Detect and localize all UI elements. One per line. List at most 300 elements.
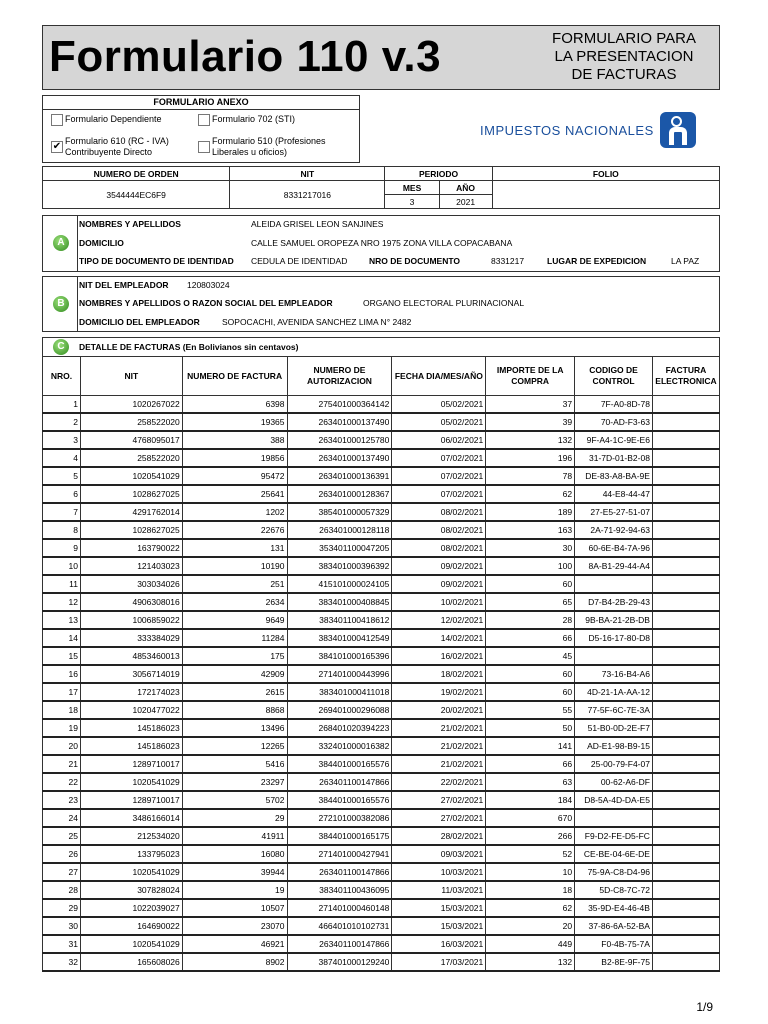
- cell-fecha: 11/03/2021: [392, 881, 486, 899]
- section-c-title: DETALLE DE FACTURAS (En Bolivianos sin centavos): [79, 342, 299, 352]
- cell-factura-electronica: [652, 611, 719, 629]
- cell-factura-electronica: [652, 809, 719, 827]
- checkbox-box[interactable]: [51, 114, 63, 126]
- cell-nro: 31: [43, 935, 81, 953]
- table-row: [43, 431, 720, 449]
- cell-codigo-control: 25-00-79-F4-07: [575, 755, 653, 773]
- cell-fecha: 21/02/2021: [392, 719, 486, 737]
- cell-nro: 8: [43, 521, 81, 539]
- cell-fecha: 21/02/2021: [392, 755, 486, 773]
- cell-numero-autorizacion: 383401100418612: [287, 611, 392, 629]
- cell-fecha: 19/02/2021: [392, 683, 486, 701]
- table-row: [43, 701, 720, 719]
- cell-codigo-control: 44-E8-44-47: [575, 485, 653, 503]
- cell-codigo-control: [575, 647, 653, 665]
- cell-codigo-control: D5-16-17-80-D8: [575, 629, 653, 647]
- cell-nro: 4: [43, 449, 81, 467]
- table-row: [43, 485, 720, 503]
- cell-importe: 10: [486, 863, 575, 881]
- cell-fecha: 15/03/2021: [392, 899, 486, 917]
- cell-fecha: 20/02/2021: [392, 701, 486, 719]
- cell-fecha: 12/02/2021: [392, 611, 486, 629]
- cell-nro: 13: [43, 611, 81, 629]
- cell-importe: 163: [486, 521, 575, 539]
- col-factura-electronica: FACTURA ELECTRONICA: [652, 357, 719, 396]
- label-nombres: NOMBRES Y APELLIDOS: [79, 219, 181, 229]
- cell-numero-factura: 9649: [182, 611, 287, 629]
- cell-factura-electronica: [652, 485, 719, 503]
- cell-numero-factura: 16080: [182, 845, 287, 863]
- cell-fecha: 09/02/2021: [392, 575, 486, 593]
- cell-factura-electronica: [652, 917, 719, 935]
- cell-fecha: 15/03/2021: [392, 917, 486, 935]
- cell-factura-electronica: [652, 557, 719, 575]
- anexo-title: FORMULARIO ANEXO: [43, 96, 359, 110]
- cell-nit: 1028627025: [80, 485, 182, 503]
- cell-numero-autorizacion: 263401100147866: [287, 863, 392, 881]
- cell-codigo-control: 51-B0-0D-2E-F7: [575, 719, 653, 737]
- cell-codigo-control: 31-7D-01-B2-08: [575, 449, 653, 467]
- section-c-badge: C: [53, 339, 69, 355]
- cell-importe: 184: [486, 791, 575, 809]
- numero-orden-value: 3544444EC6F9: [43, 181, 230, 209]
- impuestos-logo-icon: [660, 112, 696, 148]
- check-icon[interactable]: ✔: [52, 141, 62, 152]
- cell-fecha: 14/02/2021: [392, 629, 486, 647]
- cell-numero-factura: 2634: [182, 593, 287, 611]
- cell-codigo-control: 4D-21-1A-AA-12: [575, 683, 653, 701]
- cell-nit: 1020541029: [80, 773, 182, 791]
- label-domicilio-empleador: DOMICILIO DEL EMPLEADOR: [79, 317, 200, 327]
- cell-fecha: 22/02/2021: [392, 773, 486, 791]
- cell-codigo-control: 00-62-A6-DF: [575, 773, 653, 791]
- nombres-value: ALEIDA GRISEL LEON SANJINES: [251, 219, 384, 229]
- cell-codigo-control: 75-9A-C8-D4-96: [575, 863, 653, 881]
- cell-numero-autorizacion: 466401010102731: [287, 917, 392, 935]
- cell-numero-autorizacion: 387401000129240: [287, 953, 392, 971]
- cell-numero-factura: 175: [182, 647, 287, 665]
- table-row: [43, 449, 720, 467]
- cell-nit: 258522020: [80, 413, 182, 431]
- logo-text: IMPUESTOS NACIONALES: [480, 122, 654, 138]
- cell-nit: 163790022: [80, 539, 182, 557]
- label-lugar-expedicion: LUGAR DE EXPEDICION: [547, 256, 647, 266]
- section-a-contribuyente: [42, 215, 720, 272]
- header-mes: MES: [385, 181, 439, 195]
- table-row: [43, 863, 720, 881]
- cell-numero-autorizacion: 263401000137490: [287, 449, 392, 467]
- table-row: [43, 737, 720, 755]
- cell-codigo-control: 7F-A0-8D-78: [575, 396, 653, 414]
- orden-table: [42, 166, 720, 209]
- cell-fecha: 09/02/2021: [392, 557, 486, 575]
- cell-nro: 2: [43, 413, 81, 431]
- table-row: [43, 791, 720, 809]
- cell-fecha: 27/02/2021: [392, 809, 486, 827]
- cell-fecha: 06/02/2021: [392, 431, 486, 449]
- cell-codigo-control: 35-9D-E4-46-4B: [575, 899, 653, 917]
- checkbox-label: Formulario Dependiente: [65, 114, 162, 124]
- nit-value: 8331217016: [230, 181, 385, 209]
- cell-nro: 23: [43, 791, 81, 809]
- cell-numero-autorizacion: 275401000364142: [287, 396, 392, 414]
- cell-nro: 14: [43, 629, 81, 647]
- col-numero-autorizacion: NUMERO DE AUTORIZACION: [287, 357, 392, 396]
- cell-factura-electronica: [652, 431, 719, 449]
- cell-fecha: 09/03/2021: [392, 845, 486, 863]
- section-a-badge: A: [53, 235, 69, 251]
- cell-nro: 9: [43, 539, 81, 557]
- label-nro-documento: NRO DE DOCUMENTO: [369, 256, 460, 266]
- table-row: [43, 396, 720, 414]
- mes-value: 3: [385, 195, 439, 209]
- cell-numero-autorizacion: 384401000165576: [287, 791, 392, 809]
- cell-factura-electronica: [652, 629, 719, 647]
- cell-factura-electronica: [652, 647, 719, 665]
- table-row: [43, 917, 720, 935]
- cell-factura-electronica: [652, 935, 719, 953]
- cell-importe: 266: [486, 827, 575, 845]
- cell-importe: 196: [486, 449, 575, 467]
- cell-importe: 50: [486, 719, 575, 737]
- cell-numero-autorizacion: 272101000382086: [287, 809, 392, 827]
- cell-importe: 37: [486, 396, 575, 414]
- cell-nit: 121403023: [80, 557, 182, 575]
- cell-nit: 1020541029: [80, 467, 182, 485]
- cell-fecha: 16/02/2021: [392, 647, 486, 665]
- cell-importe: 28: [486, 611, 575, 629]
- cell-codigo-control: 9F-A4-1C-9E-E6: [575, 431, 653, 449]
- cell-nit: 1006859022: [80, 611, 182, 629]
- cell-factura-electronica: [652, 467, 719, 485]
- cell-numero-autorizacion: 263401000136391: [287, 467, 392, 485]
- cell-nit: 3056714019: [80, 665, 182, 683]
- cell-nit: 4291762014: [80, 503, 182, 521]
- cell-factura-electronica: [652, 396, 719, 414]
- cell-numero-factura: 19856: [182, 449, 287, 467]
- cell-codigo-control: 27-E5-27-51-07: [575, 503, 653, 521]
- table-row: [43, 827, 720, 845]
- cell-nit: 1020267022: [80, 396, 182, 414]
- cell-fecha: 28/02/2021: [392, 827, 486, 845]
- cell-numero-autorizacion: 263401000125780: [287, 431, 392, 449]
- anio-value: 2021: [439, 195, 492, 209]
- cell-nro: 16: [43, 665, 81, 683]
- cell-nit: 3486166014: [80, 809, 182, 827]
- cell-importe: 670: [486, 809, 575, 827]
- cell-importe: 62: [486, 899, 575, 917]
- cell-fecha: 08/02/2021: [392, 521, 486, 539]
- cell-nro: 20: [43, 737, 81, 755]
- cell-nit: 133795023: [80, 845, 182, 863]
- table-row: [43, 575, 720, 593]
- domicilio-empleador-value: SOPOCACHI, AVENIDA SANCHEZ LIMA N° 2482: [222, 317, 412, 327]
- cell-nro: 24: [43, 809, 81, 827]
- cell-numero-autorizacion: 263401000128118: [287, 521, 392, 539]
- table-row: [43, 683, 720, 701]
- table-row: [43, 935, 720, 953]
- cell-fecha: 08/02/2021: [392, 539, 486, 557]
- cell-codigo-control: B2-8E-9F-75: [575, 953, 653, 971]
- cell-numero-autorizacion: 332401000016382: [287, 737, 392, 755]
- cell-factura-electronica: [652, 863, 719, 881]
- header-nit: NIT: [230, 167, 385, 181]
- cell-numero-autorizacion: 383401000412549: [287, 629, 392, 647]
- cell-nit: 1020541029: [80, 935, 182, 953]
- table-row: [43, 557, 720, 575]
- col-nro: NRO.: [43, 357, 81, 396]
- cell-codigo-control: 73-16-B4-A6: [575, 665, 653, 683]
- cell-importe: 60: [486, 665, 575, 683]
- cell-factura-electronica: [652, 755, 719, 773]
- cell-codigo-control: 60-6E-B4-7A-96: [575, 539, 653, 557]
- cell-importe: 63: [486, 773, 575, 791]
- checkbox-formulario-610[interactable]: [51, 136, 191, 158]
- cell-numero-factura: 13496: [182, 719, 287, 737]
- cell-nro: 18: [43, 701, 81, 719]
- cell-factura-electronica: [652, 881, 719, 899]
- cell-codigo-control: CE-BE-04-6E-DE: [575, 845, 653, 863]
- cell-factura-electronica: [652, 413, 719, 431]
- table-row: [43, 413, 720, 431]
- lugar-expedicion-value: LA PAZ: [671, 256, 700, 266]
- table-row: [43, 845, 720, 863]
- nro-documento-value: 8331217: [491, 256, 525, 266]
- cell-fecha: 10/03/2021: [392, 863, 486, 881]
- cell-nro: 28: [43, 881, 81, 899]
- cell-importe: 66: [486, 755, 575, 773]
- cell-numero-autorizacion: 271401000427941: [287, 845, 392, 863]
- cell-factura-electronica: [652, 827, 719, 845]
- cell-numero-factura: 39944: [182, 863, 287, 881]
- cell-numero-autorizacion: 384401000165576: [287, 755, 392, 773]
- checkbox-formulario-702[interactable]: [198, 114, 295, 126]
- section-c-caption: [43, 338, 720, 357]
- checkbox-label: Formulario 702 (STI): [212, 114, 296, 124]
- table-row: [43, 773, 720, 791]
- cell-numero-factura: 95472: [182, 467, 287, 485]
- cell-importe: 141: [486, 737, 575, 755]
- cell-numero-factura: 10507: [182, 899, 287, 917]
- cell-fecha: 07/02/2021: [392, 449, 486, 467]
- form-title: Formulario 110 v.3: [49, 32, 442, 81]
- col-numero-factura: NUMERO DE FACTURA: [182, 357, 287, 396]
- checkbox-formulario-510[interactable]: [198, 136, 348, 158]
- cell-codigo-control: F9-D2-FE-D5-FC: [575, 827, 653, 845]
- table-row: [43, 647, 720, 665]
- cell-nit: 4768095017: [80, 431, 182, 449]
- cell-nro: 26: [43, 845, 81, 863]
- cell-nro: 3: [43, 431, 81, 449]
- cell-factura-electronica: [652, 683, 719, 701]
- cell-fecha: 08/02/2021: [392, 503, 486, 521]
- table-row: [43, 665, 720, 683]
- cell-fecha: 21/02/2021: [392, 737, 486, 755]
- cell-fecha: 17/03/2021: [392, 953, 486, 971]
- cell-nit: 303034026: [80, 575, 182, 593]
- checkbox-box[interactable]: [198, 114, 210, 126]
- cell-factura-electronica: [652, 503, 719, 521]
- label-nit-empleador: NIT DEL EMPLEADOR: [79, 280, 169, 290]
- cell-numero-factura: 5416: [182, 755, 287, 773]
- cell-importe: 62: [486, 485, 575, 503]
- cell-factura-electronica: [652, 521, 719, 539]
- table-row: [43, 953, 720, 971]
- cell-codigo-control: 8A-B1-29-44-A4: [575, 557, 653, 575]
- cell-nro: 27: [43, 863, 81, 881]
- cell-codigo-control: 9B-BA-21-2B-DB: [575, 611, 653, 629]
- col-nit: NIT: [80, 357, 182, 396]
- cell-nro: 32: [43, 953, 81, 971]
- cell-nro: 6: [43, 485, 81, 503]
- cell-numero-autorizacion: 263401100147866: [287, 935, 392, 953]
- cell-numero-factura: 23070: [182, 917, 287, 935]
- col-codigo-control: CODIGO DE CONTROL: [575, 357, 653, 396]
- cell-nro: 5: [43, 467, 81, 485]
- cell-codigo-control: 37-86-6A-52-BA: [575, 917, 653, 935]
- cell-importe: 39: [486, 413, 575, 431]
- cell-nit: 1022039027: [80, 899, 182, 917]
- cell-nit: 172174023: [80, 683, 182, 701]
- subtitle-line: DE FACTURAS: [571, 66, 677, 83]
- cell-numero-factura: 19: [182, 881, 287, 899]
- cell-importe: 66: [486, 629, 575, 647]
- col-fecha: FECHA DIA/MES/AÑO: [392, 357, 486, 396]
- cell-nit: 4906308016: [80, 593, 182, 611]
- cell-numero-autorizacion: 383401100436095: [287, 881, 392, 899]
- cell-numero-autorizacion: 353401100047205: [287, 539, 392, 557]
- cell-numero-autorizacion: 263401000137490: [287, 413, 392, 431]
- cell-nit: 212534020: [80, 827, 182, 845]
- cell-numero-factura: 6398: [182, 396, 287, 414]
- cell-importe: 18: [486, 881, 575, 899]
- cell-numero-factura: 29: [182, 809, 287, 827]
- cell-numero-autorizacion: 384101000165396: [287, 647, 392, 665]
- cell-factura-electronica: [652, 575, 719, 593]
- cell-nit: 1028627025: [80, 521, 182, 539]
- checkbox-label: Formulario 510 (Profesiones Liberales u oficios): [212, 136, 326, 157]
- cell-codigo-control: 2A-71-92-94-63: [575, 521, 653, 539]
- cell-codigo-control: AD-E1-98-B9-15: [575, 737, 653, 755]
- cell-factura-electronica: [652, 593, 719, 611]
- cell-numero-autorizacion: 415101000024105: [287, 575, 392, 593]
- table-row: [43, 521, 720, 539]
- cell-numero-factura: 131: [182, 539, 287, 557]
- cell-nro: 12: [43, 593, 81, 611]
- cell-factura-electronica: [652, 539, 719, 557]
- cell-importe: 78: [486, 467, 575, 485]
- cell-codigo-control: DE-83-A8-BA-9E: [575, 467, 653, 485]
- cell-numero-factura: 5702: [182, 791, 287, 809]
- cell-codigo-control: D7-B4-2B-29-43: [575, 593, 653, 611]
- page-number: 1/9: [696, 1000, 713, 1014]
- cell-nro: 25: [43, 827, 81, 845]
- cell-numero-autorizacion: 263401000128367: [287, 485, 392, 503]
- cell-nit: 4853460013: [80, 647, 182, 665]
- subtitle-line: FORMULARIO PARA: [552, 30, 696, 47]
- cell-importe: 60: [486, 575, 575, 593]
- form-subtitle: [529, 30, 719, 84]
- cell-numero-autorizacion: 271401000443996: [287, 665, 392, 683]
- cell-importe: 52: [486, 845, 575, 863]
- subtitle-line: LA PRESENTACION: [554, 48, 694, 65]
- table-row: [43, 629, 720, 647]
- table-row: [43, 899, 720, 917]
- cell-factura-electronica: [652, 737, 719, 755]
- cell-nro: 11: [43, 575, 81, 593]
- cell-numero-factura: 2615: [182, 683, 287, 701]
- cell-numero-factura: 23297: [182, 773, 287, 791]
- formulario-anexo: [42, 95, 360, 163]
- cell-numero-autorizacion: 383401000396392: [287, 557, 392, 575]
- cell-importe: 30: [486, 539, 575, 557]
- detalle-facturas-table: [42, 337, 720, 972]
- label-tipo-documento: TIPO DE DOCUMENTO DE IDENTIDAD: [79, 256, 234, 266]
- cell-importe: 132: [486, 431, 575, 449]
- table-row: [43, 755, 720, 773]
- domicilio-value: CALLE SAMUEL OROPEZA NRO 1975 ZONA VILLA COPACABANA: [251, 238, 513, 248]
- cell-numero-factura: 11284: [182, 629, 287, 647]
- header-numero-orden: NUMERO DE ORDEN: [43, 167, 230, 181]
- cell-fecha: 18/02/2021: [392, 665, 486, 683]
- cell-numero-autorizacion: 269401000296088: [287, 701, 392, 719]
- cell-importe: 100: [486, 557, 575, 575]
- cell-importe: 449: [486, 935, 575, 953]
- section-b-badge: B: [53, 296, 69, 312]
- cell-importe: 132: [486, 953, 575, 971]
- cell-fecha: 10/02/2021: [392, 593, 486, 611]
- cell-nit: 1289710017: [80, 791, 182, 809]
- cell-importe: 45: [486, 647, 575, 665]
- checkbox-box[interactable]: [198, 141, 210, 153]
- cell-nro: 10: [43, 557, 81, 575]
- cell-numero-factura: 10190: [182, 557, 287, 575]
- cell-codigo-control: 5D-C8-7C-72: [575, 881, 653, 899]
- cell-numero-factura: 22676: [182, 521, 287, 539]
- cell-nro: 1: [43, 396, 81, 414]
- table-row: [43, 719, 720, 737]
- cell-importe: 55: [486, 701, 575, 719]
- cell-numero-factura: 8868: [182, 701, 287, 719]
- cell-fecha: 27/02/2021: [392, 791, 486, 809]
- cell-nit: 164690022: [80, 917, 182, 935]
- cell-factura-electronica: [652, 845, 719, 863]
- table-row: [43, 809, 720, 827]
- checkbox-label: Formulario 610 (RC - IVA) Contribuyente Directo: [65, 136, 169, 157]
- folio-value: [492, 181, 719, 209]
- nit-empleador-value: 120803024: [187, 280, 230, 290]
- table-row: [43, 611, 720, 629]
- cell-nro: 22: [43, 773, 81, 791]
- form-header: [42, 25, 720, 90]
- cell-nit: 1020541029: [80, 863, 182, 881]
- cell-fecha: 16/03/2021: [392, 935, 486, 953]
- label-domicilio: DOMICILIO: [79, 238, 124, 248]
- cell-codigo-control: D8-5A-4D-DA-E5: [575, 791, 653, 809]
- cell-factura-electronica: [652, 899, 719, 917]
- cell-numero-autorizacion: 384401000165175: [287, 827, 392, 845]
- cell-numero-autorizacion: 385401000057329: [287, 503, 392, 521]
- checkbox-formulario-dependiente[interactable]: [51, 114, 162, 126]
- cell-numero-autorizacion: 263401100147866: [287, 773, 392, 791]
- cell-numero-factura: 41911: [182, 827, 287, 845]
- cell-codigo-control: F0-4B-75-7A: [575, 935, 653, 953]
- cell-importe: 65: [486, 593, 575, 611]
- table-row: [43, 593, 720, 611]
- cell-codigo-control: [575, 809, 653, 827]
- cell-nro: 17: [43, 683, 81, 701]
- header-folio: FOLIO: [492, 167, 719, 181]
